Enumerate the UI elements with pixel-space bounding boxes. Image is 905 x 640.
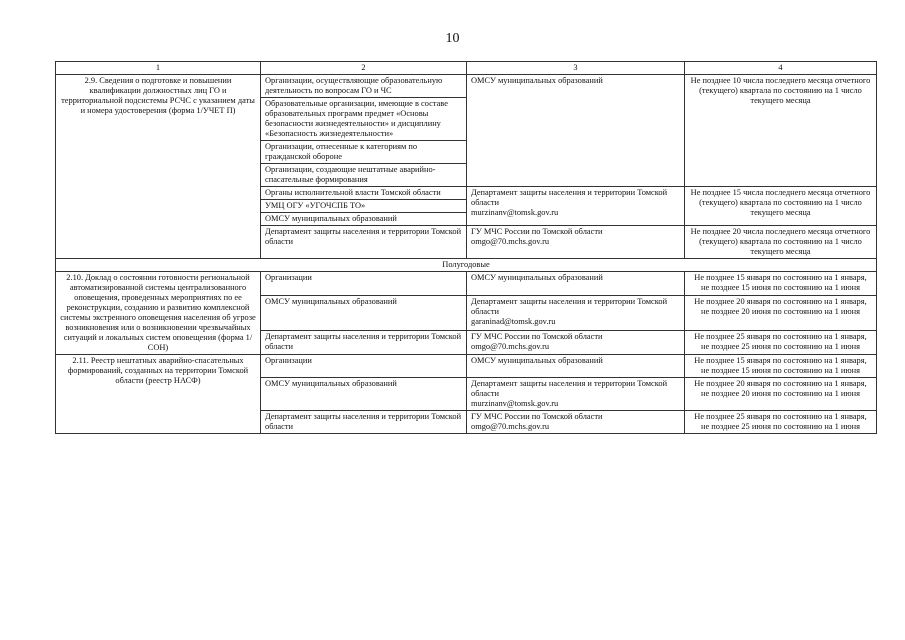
column-header-1: 1 (56, 62, 261, 75)
item-2-11-title: 2.11. Реестр нештатных аварийно-спасательных формирований, созданных на территории Томской области (реестр НАСФ) (56, 355, 261, 434)
deadline-june: не позднее 15 июня по состоянию на 1 июня (700, 283, 860, 292)
deadline-june: не позднее 20 июня по состоянию на 1 июня (700, 307, 860, 317)
deadline-january: Не позднее 25 января по состоянию на 1 января, (694, 412, 867, 421)
recipient-cell: ОМСУ муниципальных образований (261, 296, 467, 331)
addressee-email: garaninad@tomsk.gov.ru (471, 317, 556, 327)
deadline-cell (685, 378, 877, 411)
recipient-cell: Департамент защиты населения и территории Томской области (261, 411, 467, 434)
deadline-cell (685, 272, 877, 296)
table-header-row (56, 62, 877, 75)
recipient-cell: Образовательные организации, имеющие в составе образовательных программ предмет «Основы безопасности жизнедеятельности» и дисциплину «Безопасность жизнедеятельности» (261, 98, 467, 141)
recipient-cell: Организации, отнесенные к категориям по гражданской обороне (261, 141, 467, 164)
deadline-january: Не позднее 25 января по состоянию на 1 января, (694, 331, 867, 341)
addressee-cell: ОМСУ муниципальных образований (467, 355, 685, 378)
recipient-cell: Организации, создающие нештатные аварийно-спасательные формирования (261, 164, 467, 187)
deadline-cell: Не позднее 15 числа последнего месяца отчетного (текущего) квартала по состоянию на 1 число текущего месяца (685, 187, 877, 226)
recipient-cell: Организации, осуществляющие образовательную деятельность по вопросам ГО и ЧС (261, 75, 467, 98)
reporting-schedule-table (55, 61, 877, 434)
recipient-cell: ОМСУ муниципальных образований (261, 378, 467, 411)
deadline-cell (685, 355, 877, 378)
deadline-june: не позднее 25 июня по состоянию на 1 июня (700, 422, 860, 431)
addressee-cell (467, 296, 685, 331)
recipient-cell: Департамент защиты населения и территории Томской области (261, 330, 467, 354)
table-row (56, 75, 877, 98)
deadline-january: Не позднее 20 января по состоянию на 1 января, (694, 297, 867, 307)
deadline-january: Не позднее 15 января по состоянию на 1 января, (694, 273, 867, 282)
addressee-cell (467, 378, 685, 411)
table-row (56, 355, 877, 378)
recipient-cell: Организации (261, 272, 467, 296)
deadline-june: не позднее 20 июня по состоянию на 1 июня (700, 389, 860, 398)
addressee-cell (467, 187, 685, 226)
addressee-cell: ОМСУ муниципальных образований (467, 272, 685, 296)
addressee-name: Департамент защиты населения и территории Томской области (471, 379, 668, 398)
addressee-email: omgo@70.mchs.gov.ru (471, 422, 550, 431)
addressee-email: murzinanv@tomsk.gov.ru (471, 208, 559, 217)
addressee-name: ГУ МЧС России по Томской области (471, 412, 603, 421)
addressee-email: omgo@70.mchs.gov.ru (471, 341, 550, 351)
addressee-cell: ОМСУ муниципальных образований (467, 75, 685, 187)
addressee-name: ГУ МЧС России по Томской области (471, 331, 603, 341)
addressee-name: Департамент защиты населения и территории Томской области (471, 297, 668, 317)
addressee-cell (467, 330, 685, 354)
section-title-semiannual: Полугодовые (56, 259, 877, 272)
addressee-email: omgo@70.mchs.gov.ru (471, 237, 550, 246)
table-row (56, 272, 877, 296)
page-number: 10 (445, 31, 460, 46)
addressee-email: murzinanv@tomsk.gov.ru (471, 399, 559, 408)
addressee-name: Департамент защиты населения и территории Томской области (471, 188, 668, 207)
deadline-june: не позднее 15 июня по состоянию на 1 июня (700, 366, 860, 375)
column-header-3: 3 (467, 62, 685, 75)
deadline-june: не позднее 25 июня по состоянию на 1 июня (700, 341, 860, 351)
item-2-9-title: 2.9. Сведения о подготовке и повышении квалификации должностных лиц ГО и территориальной подсистемы РСЧС с указанием даты и номера удостоверения (форма 1/УЧЕТ П) (56, 75, 261, 259)
addressee-name: ГУ МЧС России по Томской области (471, 227, 603, 236)
recipient-cell: Организации (261, 355, 467, 378)
item-2-10-title: 2.10. Доклад о состоянии готовности региональной автоматизированной системы централизованного оповещения, проведенных мероприятиях по ее реконструкции, созданию и развитию комплексной системы экстренного оповещения населения об угрозе возникновения или о возникновении чрезвычайных ситуаций и локальных систем оповещения (форма 1/СОН) (56, 272, 261, 355)
recipient-cell: УМЦ ОГУ «УГОЧСПБ ТО» (261, 200, 467, 213)
addressee-cell (467, 411, 685, 434)
addressee-cell (467, 226, 685, 259)
deadline-january: Не позднее 20 января по состоянию на 1 января, (694, 379, 867, 388)
recipient-cell: Департамент защиты населения и территории Томской области (261, 226, 467, 259)
deadline-cell (685, 296, 877, 331)
column-header-2: 2 (261, 62, 467, 75)
recipient-cell: Органы исполнительной власти Томской области (261, 187, 467, 200)
deadline-january: Не позднее 15 января по состоянию на 1 января, (694, 356, 867, 365)
deadline-cell (685, 330, 877, 354)
deadline-cell: Не позднее 10 числа последнего месяца отчетного (текущего) квартала по состоянию на 1 число текущего месяца (685, 75, 877, 187)
recipient-cell: ОМСУ муниципальных образований (261, 213, 467, 226)
deadline-cell (685, 411, 877, 434)
column-header-4: 4 (685, 62, 877, 75)
section-row (56, 259, 877, 272)
deadline-cell: Не позднее 20 числа последнего месяца отчетного (текущего) квартала по состоянию на 1 число текущего месяца (685, 226, 877, 259)
